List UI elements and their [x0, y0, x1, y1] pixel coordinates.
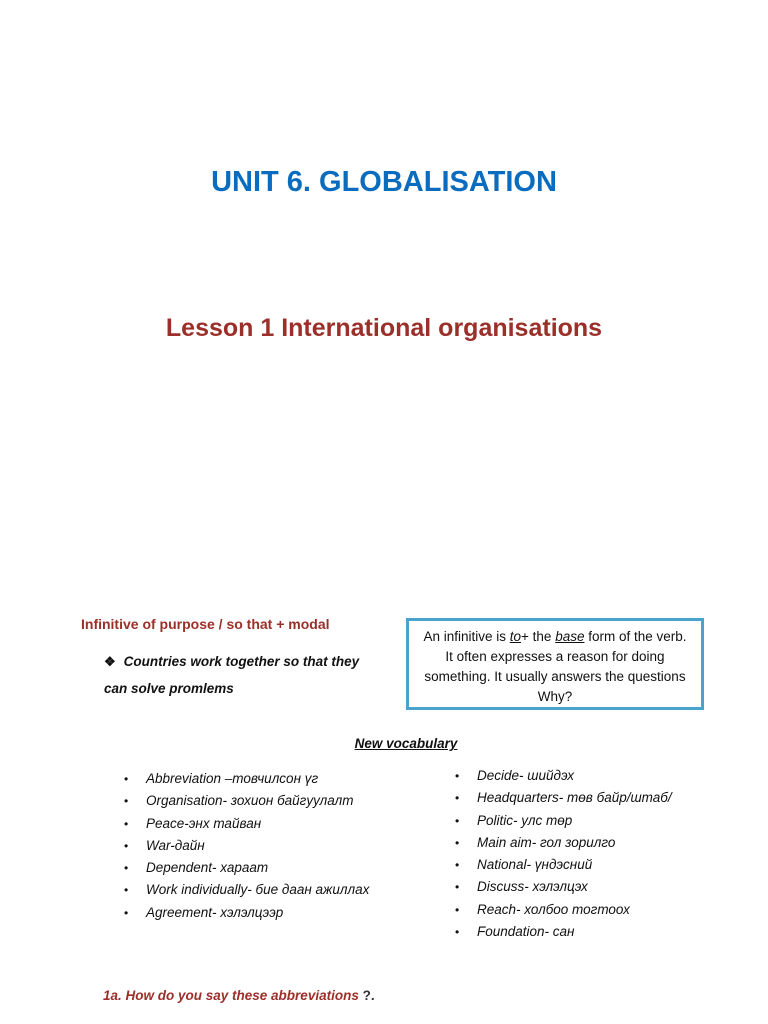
vocab-term: Abbreviation –товчилсон үг: [146, 771, 319, 786]
bullet-icon: •: [124, 861, 129, 876]
vocab-item: [455, 832, 672, 854]
bullet-icon: •: [455, 880, 460, 895]
vocab-item: [455, 787, 672, 809]
vocab-term: Organisation- зохион байгуулалт: [146, 793, 354, 809]
vocab-item: [124, 790, 369, 812]
question-text: 1a. How do you say these abbreviations: [103, 988, 359, 1003]
bullet-icon: •: [455, 813, 460, 828]
vocab-item: [455, 876, 672, 898]
grammar-heading: Infinitive of purpose / so that + modal: [81, 616, 330, 632]
question-tail: ?.: [358, 988, 375, 1003]
vocab-term: Dependent- хараат: [146, 860, 269, 876]
vocab-term: Reach- холбоо тогтоох: [477, 901, 630, 917]
vocab-term: Work individually- бие даан ажиллах: [146, 882, 370, 898]
vocab-term: Discuss- хэлэлцэх: [477, 879, 588, 895]
vocabulary-list-right: [455, 765, 672, 943]
vocab-item: [455, 921, 672, 943]
info-text-1: An infinitive is: [423, 629, 510, 644]
lesson-title: Lesson 1 International organisations: [165, 314, 603, 342]
vocab-item: [455, 810, 672, 832]
diamond-bullet-icon: ❖: [104, 654, 116, 669]
vocab-item: [124, 879, 369, 901]
vocab-term: Main aim- гол зорилго: [477, 834, 616, 850]
vocab-term: Agreement- хэлэлцээр: [146, 904, 284, 920]
vocab-item: [124, 813, 369, 835]
vocab-term: Headquarters- төв байр/штаб/: [477, 790, 672, 806]
vocab-term: Decide- шийдэх: [477, 768, 575, 783]
vocabulary-heading: New vocabulary: [354, 736, 458, 751]
vocab-term: Politic- улс төр: [477, 812, 573, 828]
bullet-icon: •: [124, 772, 129, 786]
bullet-icon: •: [455, 902, 460, 917]
info-word-to: to: [509, 629, 522, 644]
grammar-example: [104, 648, 404, 702]
info-text-3: form of the verb. It often expresses a reason for doing something. It usually answers the questions Why?: [424, 629, 687, 704]
info-word-base: base: [555, 629, 585, 644]
vocab-item: [124, 857, 369, 879]
bullet-icon: •: [124, 816, 129, 831]
vocab-term: Foundation- сан: [477, 924, 575, 940]
vocab-item: [124, 902, 369, 924]
vocab-item: [455, 854, 672, 876]
vocab-item: [455, 899, 672, 921]
vocab-item: [124, 768, 369, 790]
vocab-term: National- үндэсний: [477, 857, 593, 873]
example-text-1: Countries work together so that they: [123, 654, 360, 669]
bullet-icon: •: [455, 925, 460, 940]
unit-title: UNIT 6. GLOBALISATION: [211, 166, 557, 198]
vocab-item: [124, 835, 369, 857]
bullet-icon: •: [455, 835, 460, 850]
vocab-item: [455, 765, 672, 787]
bullet-icon: •: [455, 769, 460, 783]
bullet-icon: •: [124, 905, 129, 920]
example-line-2: can solve promlems: [104, 681, 234, 696]
bullet-icon: •: [124, 794, 129, 809]
bullet-icon: •: [124, 838, 129, 853]
vocabulary-list-left: [124, 768, 369, 924]
infinitive-definition-box: [406, 618, 704, 710]
vocab-term: War-дайн: [146, 837, 205, 853]
bullet-icon: •: [455, 858, 460, 873]
bullet-icon: •: [455, 791, 460, 806]
bullet-icon: •: [124, 883, 129, 898]
info-text-2: + the: [521, 629, 556, 644]
exercise-question: [103, 988, 375, 1003]
vocab-term: Peace-энх тайван: [146, 815, 262, 831]
example-line-1: [104, 648, 404, 675]
